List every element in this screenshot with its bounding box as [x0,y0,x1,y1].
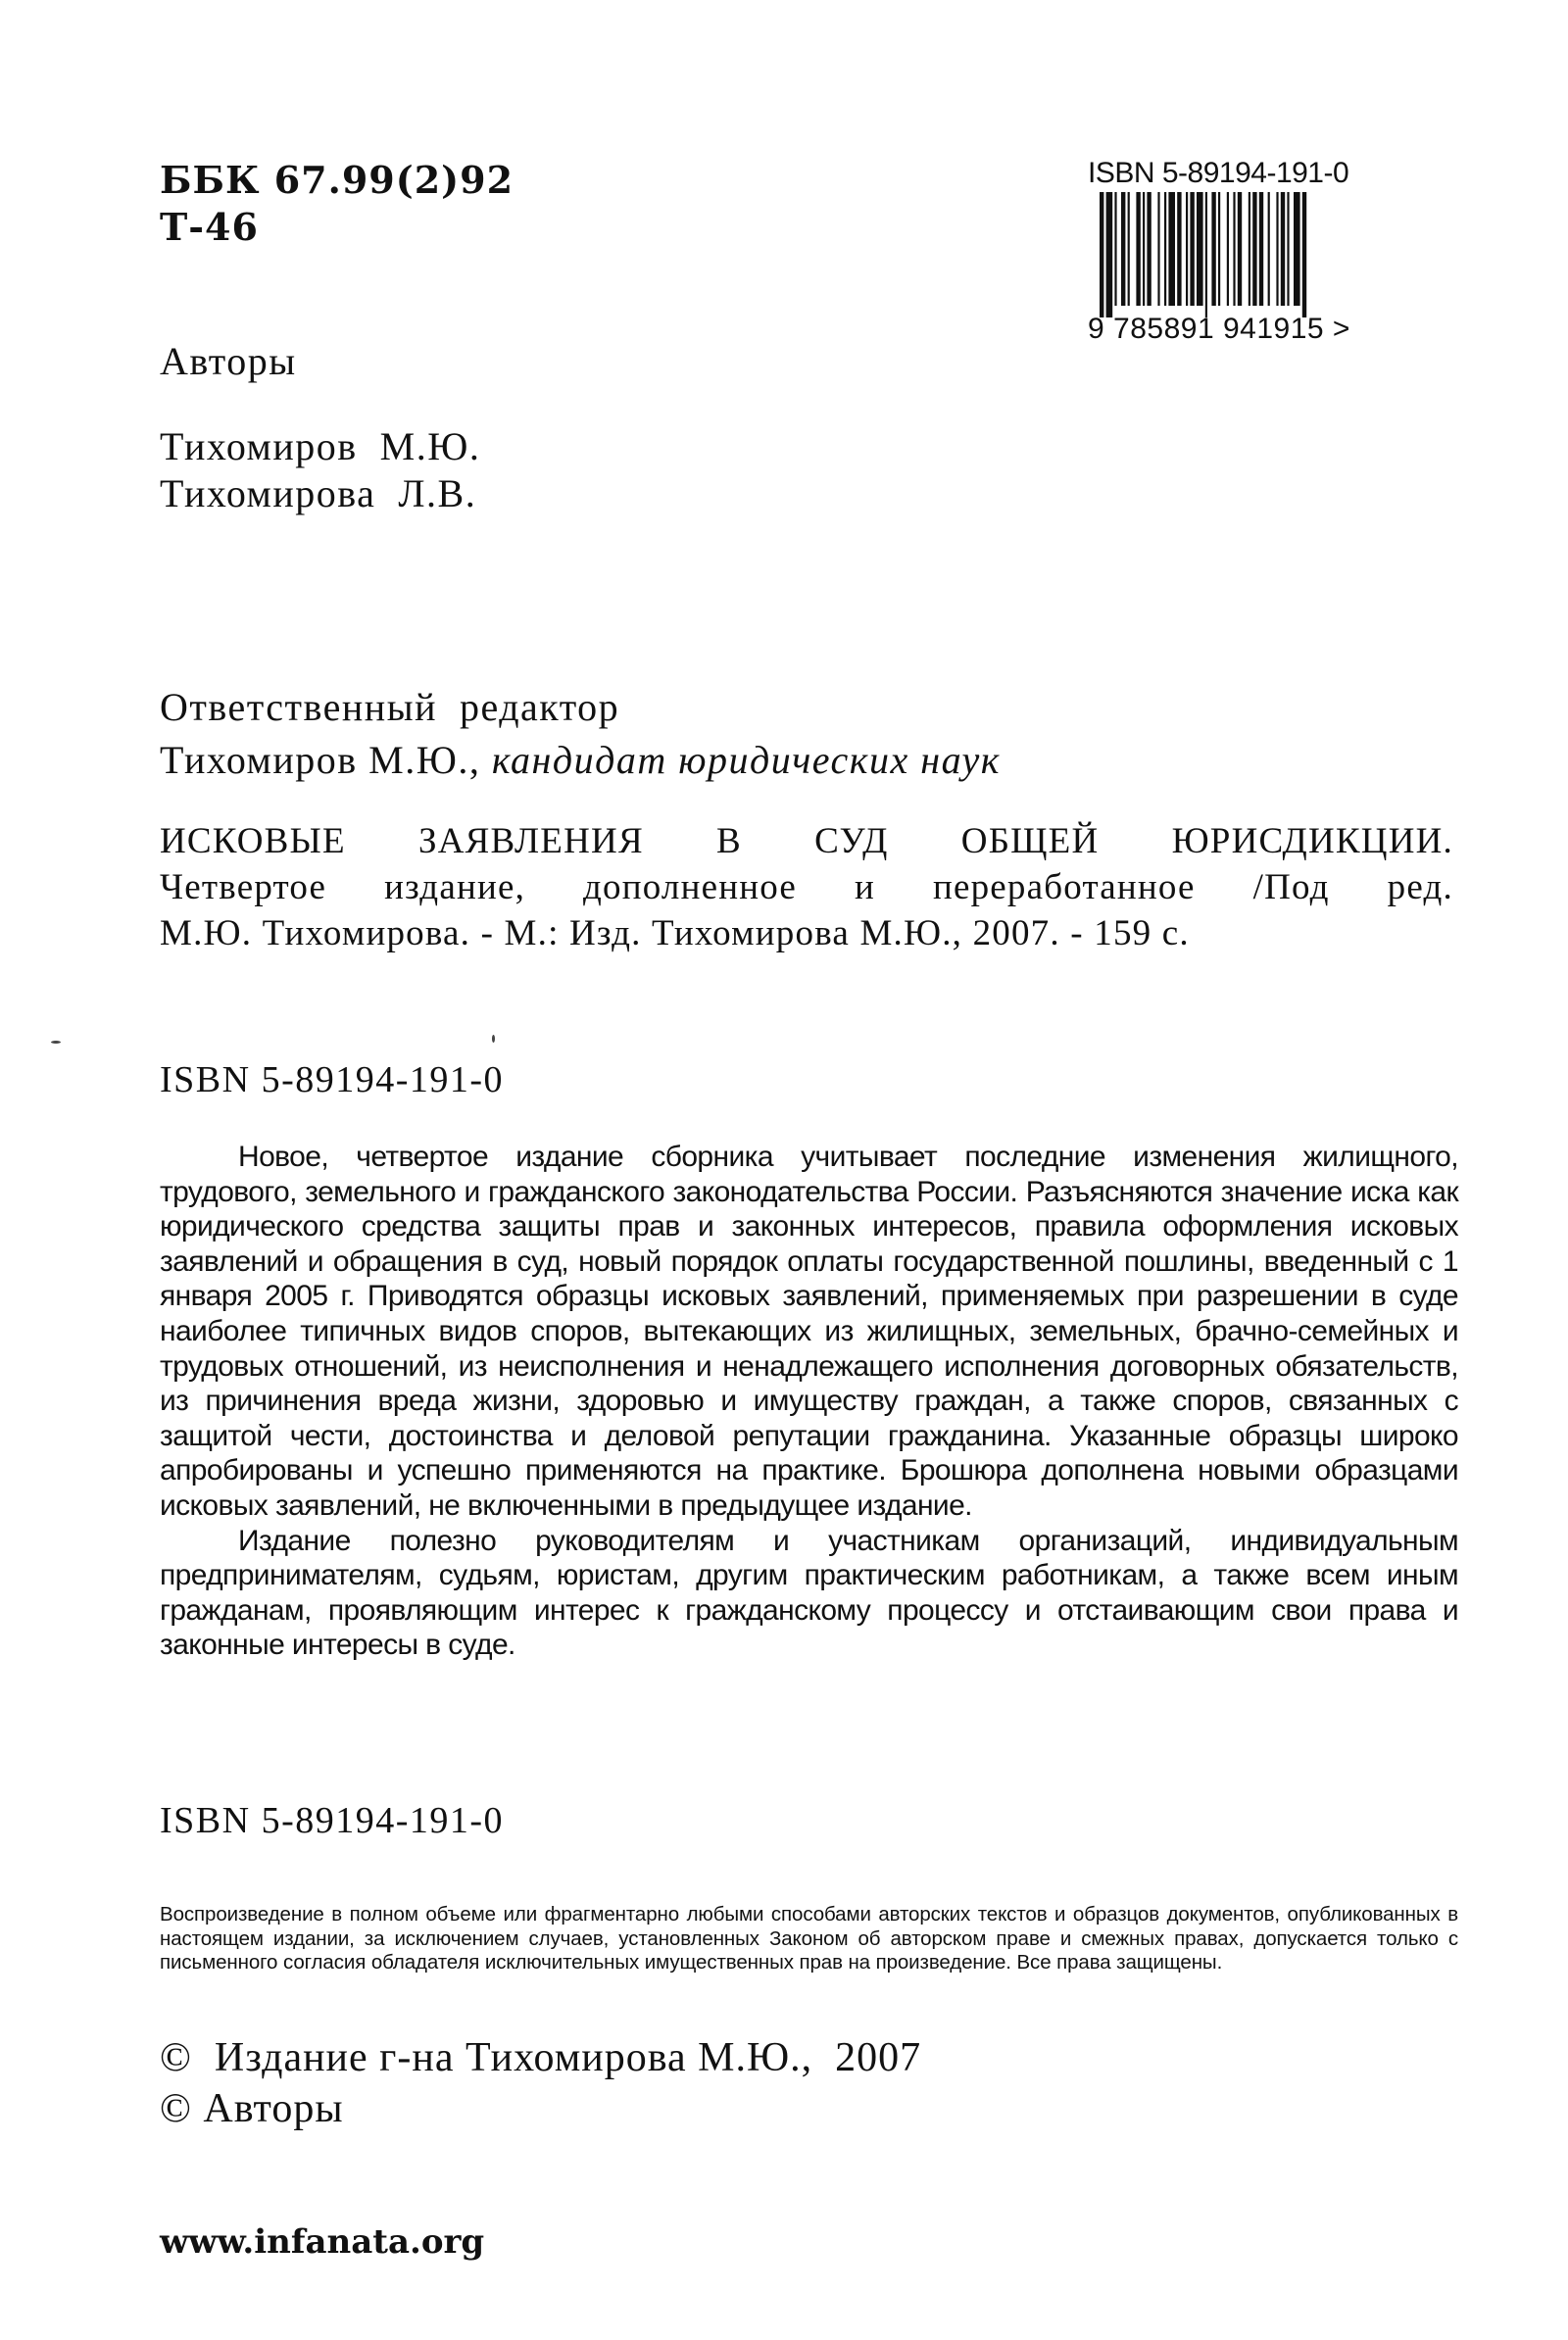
barcode-bar [1252,192,1256,306]
edition-info: Четвертое издание, дополненное и переработанное /Под ред. [160,867,1453,907]
barcode-bar [1157,192,1159,306]
barcode-bar [1227,192,1229,306]
authors-label: Авторы [160,339,297,383]
website-url[interactable]: www.infanata.org [160,2222,485,2262]
barcode-bar [1249,192,1250,306]
barcode-bar [1205,192,1207,317]
copyright-notice: Воспроизведение в полном объеме или фрагментарно любыми способами авторских текстов и образцов документов, опубликованных в настоящем издании, за исключением случаев, установленных Законом об авторском праве и смежных правах, допускается только с письменного согласия обладателя исключительных имущественных прав на произведение. Все права защищены. [160,1903,1458,1974]
barcode-digits: 9 785891 941915 > [1088,313,1350,345]
author-mark: Т-46 [160,205,259,249]
author-name: Тихомирова Л.В. [160,471,477,515]
barcode-bar [1136,192,1140,306]
barcode-bar [1302,192,1306,317]
isbn-barcode-block [1088,157,1441,345]
barcode-bar [1147,192,1151,306]
barcode-bar [1287,192,1289,306]
author-name: Тихомиров М.Ю. [160,424,481,468]
annotation-paragraph: Издание полезно руководителям и участникам организаций, индивидуальным предпринимателям, судьям, юристам, другим практическим работникам, а также всем иным гражданам, проявляющим интерес к гражданскому процессу и отстаивающим свои права и законные интересы в суде. [160,1524,1458,1662]
publication-info: М.Ю. Тихомирова. - М.: Изд. Тихомирова М.Ю., 2007. - 159 с. [160,913,1190,953]
bbk-code: ББК 67.99(2)92 [160,158,514,202]
copyright-authors: © Авторы [160,2086,344,2131]
barcode-bar [1143,192,1145,306]
barcode-bar [1233,192,1235,306]
barcode-bar [1268,192,1270,306]
barcode-bar [1276,192,1278,306]
scan-speck [492,1035,495,1043]
editor-label: Ответственный редактор [160,685,620,729]
barcode-bar [1164,192,1166,306]
bibliographic-citation [160,818,1453,956]
barcode-bar [1128,192,1130,306]
barcode-isbn-label: ISBN 5-89194-191-0 [1088,157,1349,189]
barcode-bar [1121,192,1125,306]
barcode-bar [1211,192,1215,306]
editor-academic-title: кандидат юридических наук [491,738,1002,782]
bbk-classification [160,157,514,251]
barcode-bar [1218,192,1220,306]
barcode-image [1098,192,1411,317]
barcode-bar [1100,192,1103,317]
scan-speck [51,1041,61,1044]
barcode-bar [1186,192,1188,306]
barcode-bar [1190,192,1194,306]
copyright-publisher: © Издание г-на Тихомирова М.Ю., 2007 [160,2035,922,2080]
barcode-bar [1106,192,1113,317]
editor-name: Тихомиров М.Ю., [160,738,481,782]
barcode-bar [1114,192,1116,306]
isbn-number: ISBN 5-89194-191-0 [160,1059,505,1100]
barcode-bar [1294,192,1300,306]
barcode-bar [1197,192,1203,306]
isbn-number: ISBN 5-89194-191-0 [160,1800,505,1841]
book-title: ИСКОВЫЕ ЗАЯВЛЕНИЯ В СУД ОБЩЕЙ ЮРИСДИКЦИИ. [160,821,1453,861]
barcode-bar [1177,192,1181,306]
barcode-bar [1238,192,1242,306]
editor-line [160,737,1001,783]
barcode-bar [1168,192,1175,306]
annotation-paragraph: Новое, четвертое издание сборника учитывает последние изменения жилищного, трудового, земельного и гражданского законодательства России. Разъясняются значение иска как юридического средства защиты прав и законных интересов, правила оформления исковых заявлений и обращения в суд, новый порядок оплаты государственной пошлины, введенный с 1 января 2005 г. Приводятся образцы исковых заявлений, применяемых при разрешении в суде наиболее типичных видов споров, вытекающих из жилищных, земельных, брачно-семейных и трудовых отношений, из неисполнения и ненадлежащего исполнения договорных обязательств, из причинения вреда жизни, здоровью и имуществу граждан, а также споров, связанных с защитой чести, достоинства и деловой репутации гражданина. Указанные образцы широко апробированы и успешно применяются на практике. Брошюра дополнена новыми образцами исковых заявлений, не включенными в предыдущее издание. [160,1141,1458,1522]
annotation [160,1140,1458,1663]
barcode-bar [1281,192,1285,306]
barcode-bar [1259,192,1263,306]
